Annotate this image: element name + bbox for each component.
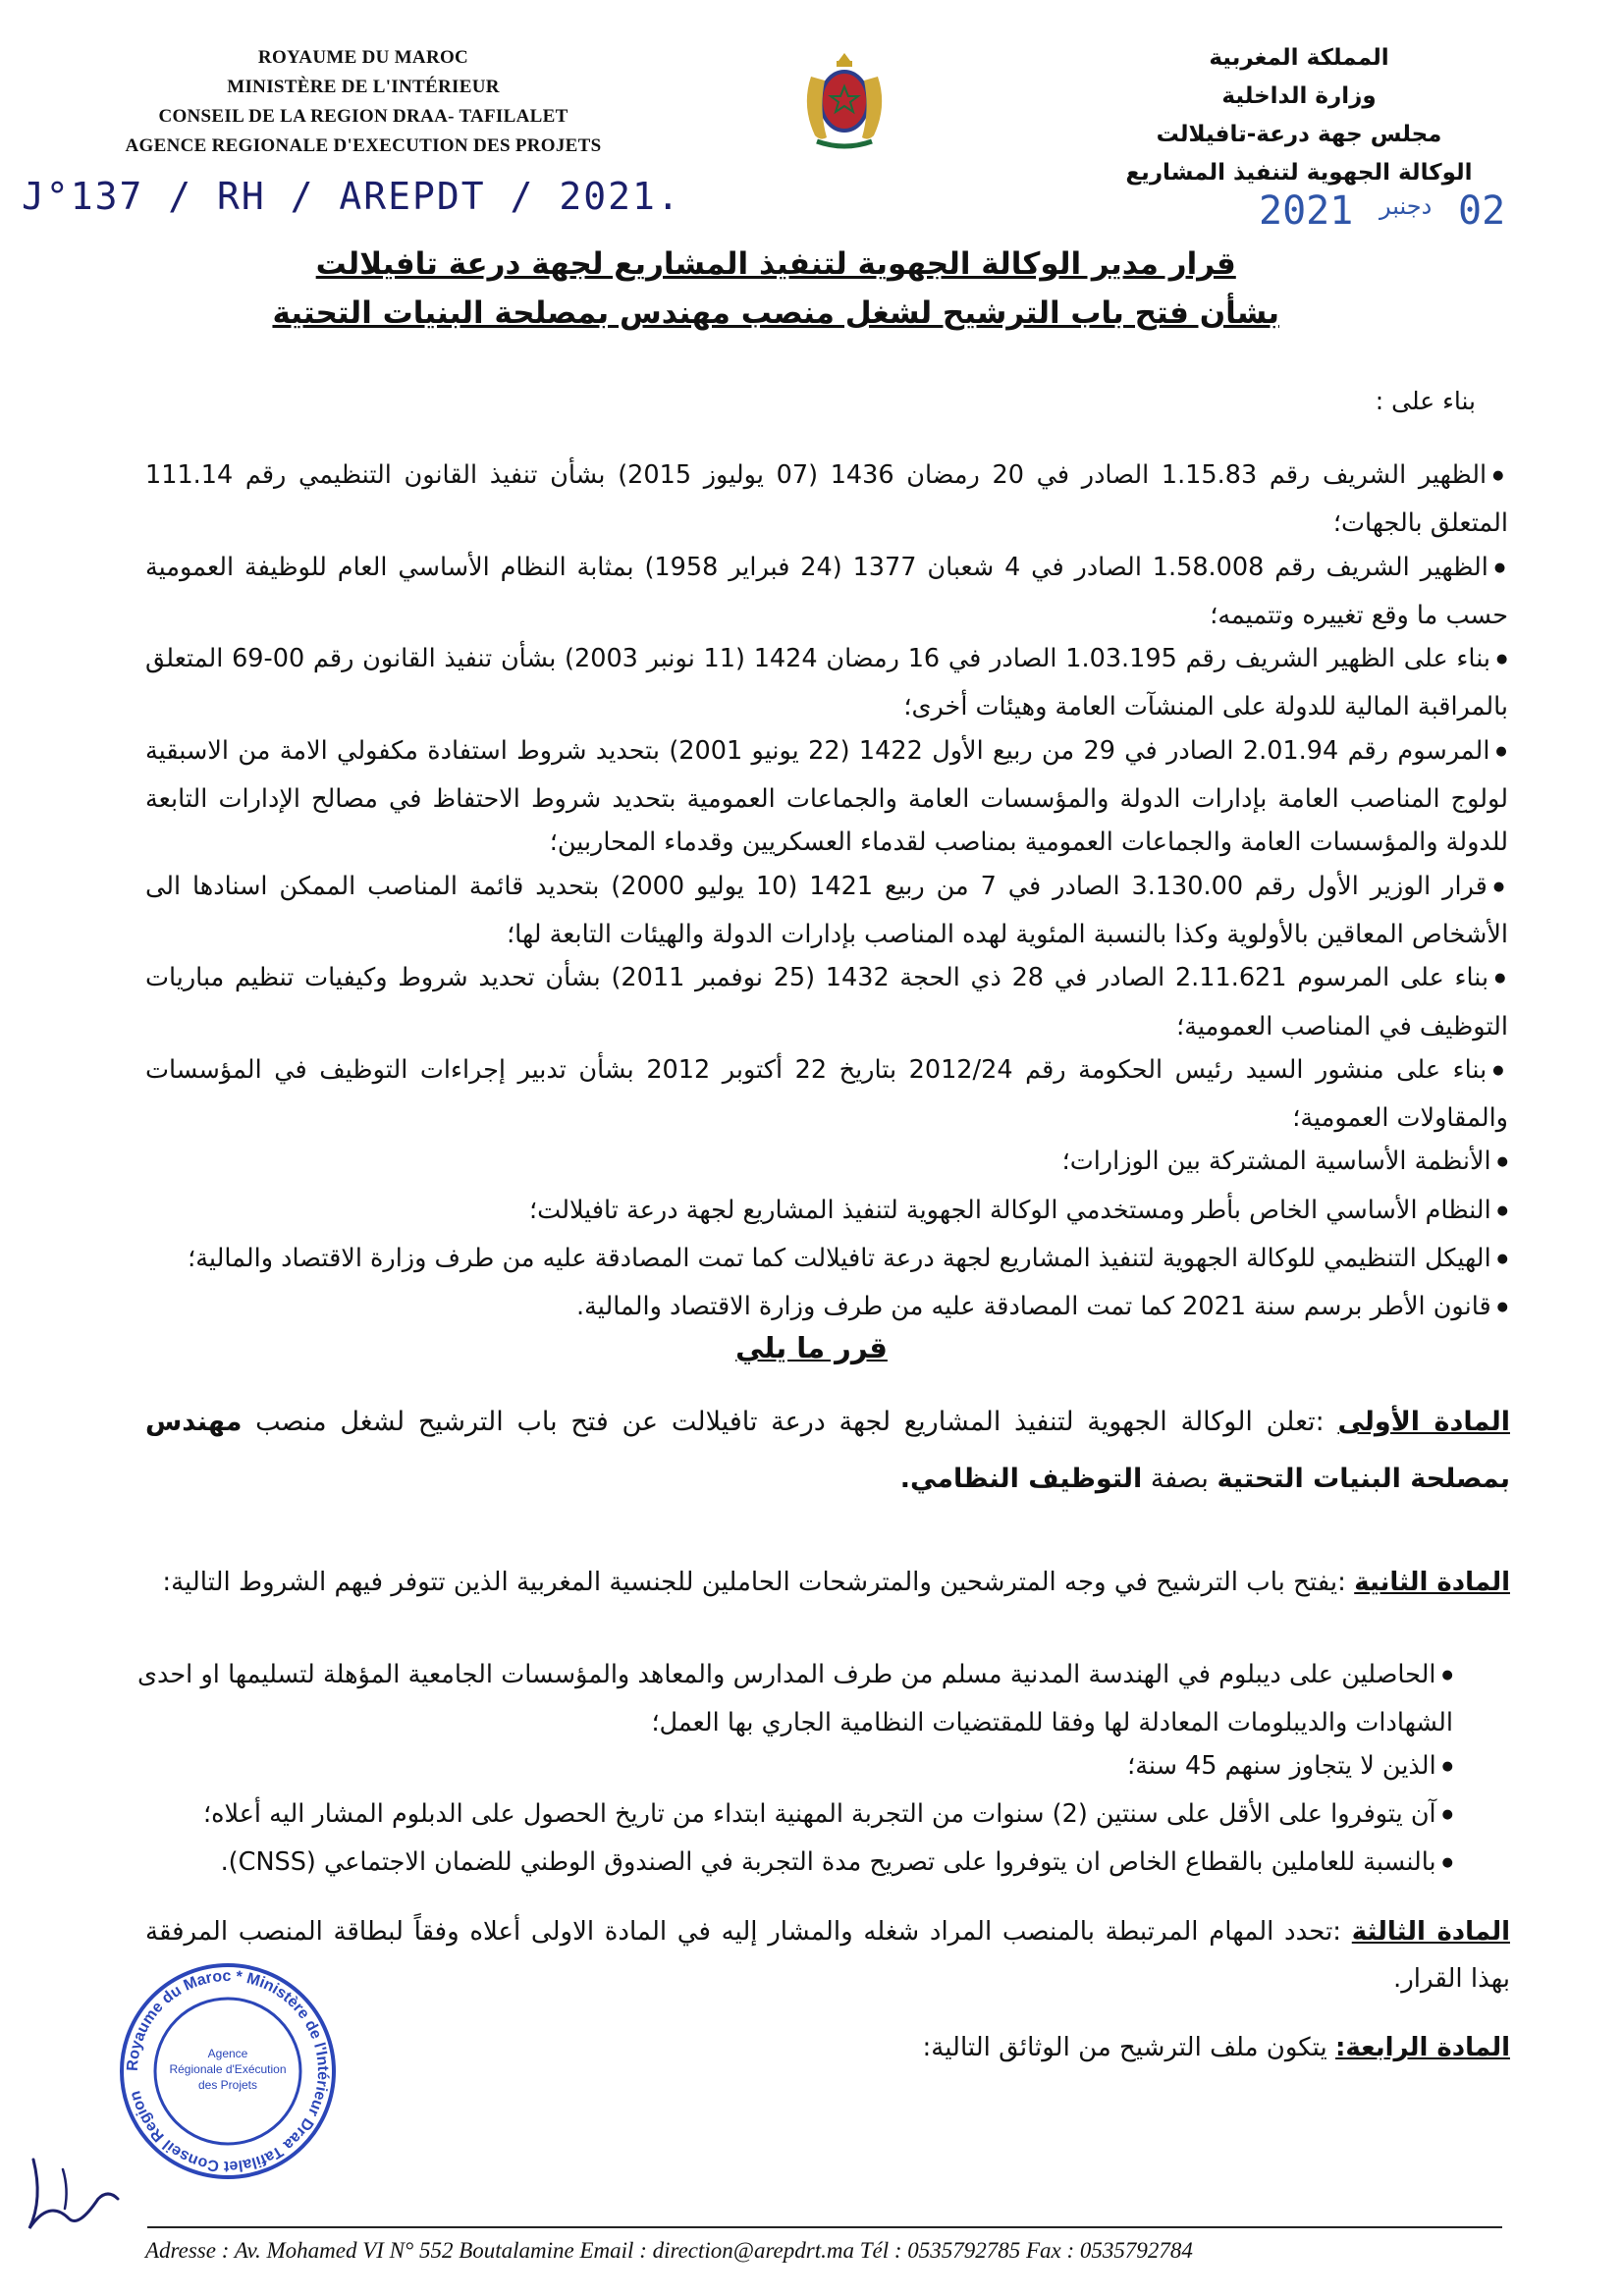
- list-item: ● بناء على منشور السيد رئيس الحكومة رقم 2012/24 بتاريخ 22 أكتوبر 2012 بشأن تدبير إجراءات التوظيف في المؤسسات والمقاولات العمومية؛: [145, 1048, 1508, 1141]
- list-item: ● النظام الأساسي الخاص بأطر ومستخدمي الوكالة الجهوية لتنفيذ المشاريع لجهة درعة تافيلالت؛: [145, 1189, 1508, 1237]
- svg-text:Régionale d'Exécution: Régionale d'Exécution: [169, 2062, 287, 2076]
- title-line-2: بشأن فتح باب الترشيح لشغل منصب مهندس بمصلحة البنيات التحتية: [272, 295, 1279, 331]
- date-month: دجنبر: [1380, 192, 1433, 220]
- footer-divider: [147, 2226, 1502, 2228]
- title-line-1: قرار مدير الوكالة الجهوية لتنفيذ المشاريع لجهة درعة تافيلالت: [315, 246, 1236, 282]
- morocco-coat-of-arms-icon: [797, 47, 892, 155]
- article-1-text-b: بصفة: [1142, 1464, 1217, 1494]
- intro-based-on: بناء على :: [1375, 387, 1476, 415]
- article-4-label: المادة الرابعة:: [1335, 2033, 1510, 2062]
- article-4-text: يتكون ملف الترشيح من الوثائق التالية:: [922, 2033, 1336, 2062]
- header-kingdom-fr: ROYAUME DU MAROC: [257, 47, 469, 68]
- header-council-ar: مجلس جهة درعة-تافيلالت: [1156, 122, 1442, 147]
- list-item: ● الظهير الشريف رقم 1.15.83 الصادر في 20 رمضان 1436 (07 يوليوز 2015) بشأن تنفيذ القانون التنظيمي رقم 111.14 المتعلق بالجهات؛: [145, 454, 1508, 546]
- list-item: ● المرسوم رقم 2.01.94 الصادر في 29 من ربيع الأول 1422 (22 يونيو 2001) بتحديد شروط استفادة مكفولي الامة من الاسبقية لولوج المناصب العامة بإدارات الدولة والمؤسسات العامة والجماعات العمومية بتحديد شروط الاحتفاظ في مصالح الإدارات التابعة للدولة والمؤسسات العامة والجماعات العمومية بمناصب لقدماء العسكريين وقدماء المحاربين؛: [145, 729, 1508, 865]
- conditions-list: [137, 1653, 1453, 1889]
- handwritten-signature-icon: [14, 2140, 132, 2258]
- article-2-label: المادة الثانية: [1354, 1568, 1510, 1597]
- article-2: [145, 1561, 1510, 1604]
- article-2-text: :يفتح باب الترشيح في وجه المترشحين والمترشحات الحاملين للجنسية المغربية الذين تتوفر فيهم الشروط التالية:: [162, 1568, 1355, 1597]
- article-3: [145, 1908, 1510, 2002]
- svg-text:Agence: Agence: [207, 2047, 248, 2060]
- header-council-fr: CONSEIL DE LA REGION DRAA- TAFILALET: [158, 106, 568, 127]
- official-stamp-icon: [110, 1953, 346, 2189]
- list-item: ● قانون الأطر برسم سنة 2021 كما تمت المصادقة عليه من طرف وزارة الاقتصاد والمالية.: [145, 1285, 1508, 1333]
- footer-address: Adresse : Av. Mohamed VI N° 552 Boutalamine Email : direction@arepdrt.ma Tél : 0535792785 Fax : 0535792784: [145, 2238, 1193, 2263]
- svg-text:des Projets: des Projets: [197, 2078, 258, 2092]
- list-item: ● آن يتوفروا على الأقل على سنتين (2) سنوات من التجربة المهنية ابتداء من تاريخ الحصول على الدبلوم المشار اليه أعلاه؛: [137, 1792, 1453, 1841]
- french-header: [108, 43, 619, 161]
- reference-number: J°137 / RH / AREPDT / 2021.: [22, 175, 681, 218]
- list-item: ● قرار الوزير الأول رقم 3.130.00 الصادر في 7 من ربيع 1421 (10 يوليو 2000) بتحديد قائمة المناصب الممكن اسنادها الى الأشخاص المعاقين بالأولوية وكذا بالنسبة المئوية لهده المناصب بإدارات الدولة والهيئات التابعة لها؛: [145, 865, 1508, 957]
- article-1-label: المادة الأولى: [1337, 1407, 1510, 1437]
- list-item: ● الظهير الشريف رقم 1.58.008 الصادر في 4 شعبان 1377 (24 فبراير 1958) بمثابة النظام الأساسي العام للوظيفة العمومية حسب ما وقع تغييره وتتميمه؛: [145, 546, 1508, 638]
- header-agency-fr: AGENCE REGIONALE D'EXECUTION DES PROJETS: [125, 135, 602, 156]
- list-item: ● الحاصلين على ديبلوم في الهندسة المدنية مسلم من طرف المدارس والمعاهد والمؤسسات الجامعية المؤهلة لتسليمها او احدى الشهادات والديبلومات المعادلة لها وفقا للمقتضيات النظامية الجاري بها العمل؛: [137, 1653, 1453, 1744]
- article-1-employment-type: التوظيف النظامي.: [899, 1464, 1143, 1494]
- list-item: ● بناء على الظهير الشريف رقم 1.03.195 الصادر في 16 رمضان 1424 (11 نونبر 2003) بشأن تنفيذ القانون رقم 00-69 المتعلق بالمراقبة المالية للدولة على المنشآت العامة وهيئات أخرى؛: [145, 637, 1508, 729]
- article-1-position: مهندس بمصلحة البنيات التحتية: [145, 1407, 1510, 1494]
- header-agency-ar: الوكالة الجهوية لتنفيذ المشاريع: [1125, 160, 1473, 186]
- date-day: 02: [1458, 188, 1506, 234]
- handwritten-date: [1259, 188, 1505, 234]
- list-item: ● بناء على المرسوم 2.11.621 الصادر في 28 ذي الحجة 1432 (25 نوفمبر 2011) بشأن تحديد شروط وكيفيات تنظيم مباريات التوظيف في المناصب العمومية؛: [145, 956, 1508, 1048]
- article-1-text: :تعلن الوكالة الجهوية لتنفيذ المشاريع لجهة درعة تافيلالت عن فتح باب الترشيح لشغل منصب: [242, 1407, 1338, 1437]
- decision-title: [272, 240, 1279, 338]
- article-1: [145, 1394, 1510, 1508]
- decision-heading: قرر ما يلي: [735, 1331, 888, 1364]
- article-4: [145, 2026, 1510, 2069]
- header-ministry-ar: وزارة الداخلية: [1221, 83, 1377, 109]
- legal-basis-list: [145, 454, 1508, 1334]
- header-ministry-fr: MINISTÈRE DE L'INTÉRIEUR: [227, 77, 500, 97]
- date-year: 2021: [1259, 188, 1354, 234]
- article-3-label: المادة الثالثة: [1351, 1917, 1510, 1947]
- header-kingdom-ar: المملكة المغربية: [1209, 45, 1389, 71]
- list-item: ● الذين لا يتجاوز سنهم 45 سنة؛: [137, 1744, 1453, 1792]
- article-3-text: :تحدد المهام المرتبطة بالمنصب المراد شغله والمشار إليه في المادة الاولى أعلاه وفقاً لبطاقة المنصب المرفقة بهذا القرار.: [145, 1917, 1510, 1994]
- list-item: ● بالنسبة للعاملين بالقطاع الخاص ان يتوفروا على تصريح مدة التجربة في الصندوق الوطني للضمان الاجتماعي (CNSS).: [137, 1841, 1453, 1889]
- list-item: ● الأنظمة الأساسية المشتركة بين الوزارات؛: [145, 1140, 1508, 1188]
- stamp-outer-text: Royaume du Maroc * Ministère de l'Intérieur Draa Tafilalet Conseil Region: [124, 1967, 332, 2175]
- arabic-header: [1122, 39, 1476, 192]
- list-item: ● الهيكل التنظيمي للوكالة الجهوية لتنفيذ المشاريع لجهة درعة تافيلالت كما تمت المصادقة عليه من طرف وزارة الاقتصاد والمالية؛: [145, 1237, 1508, 1285]
